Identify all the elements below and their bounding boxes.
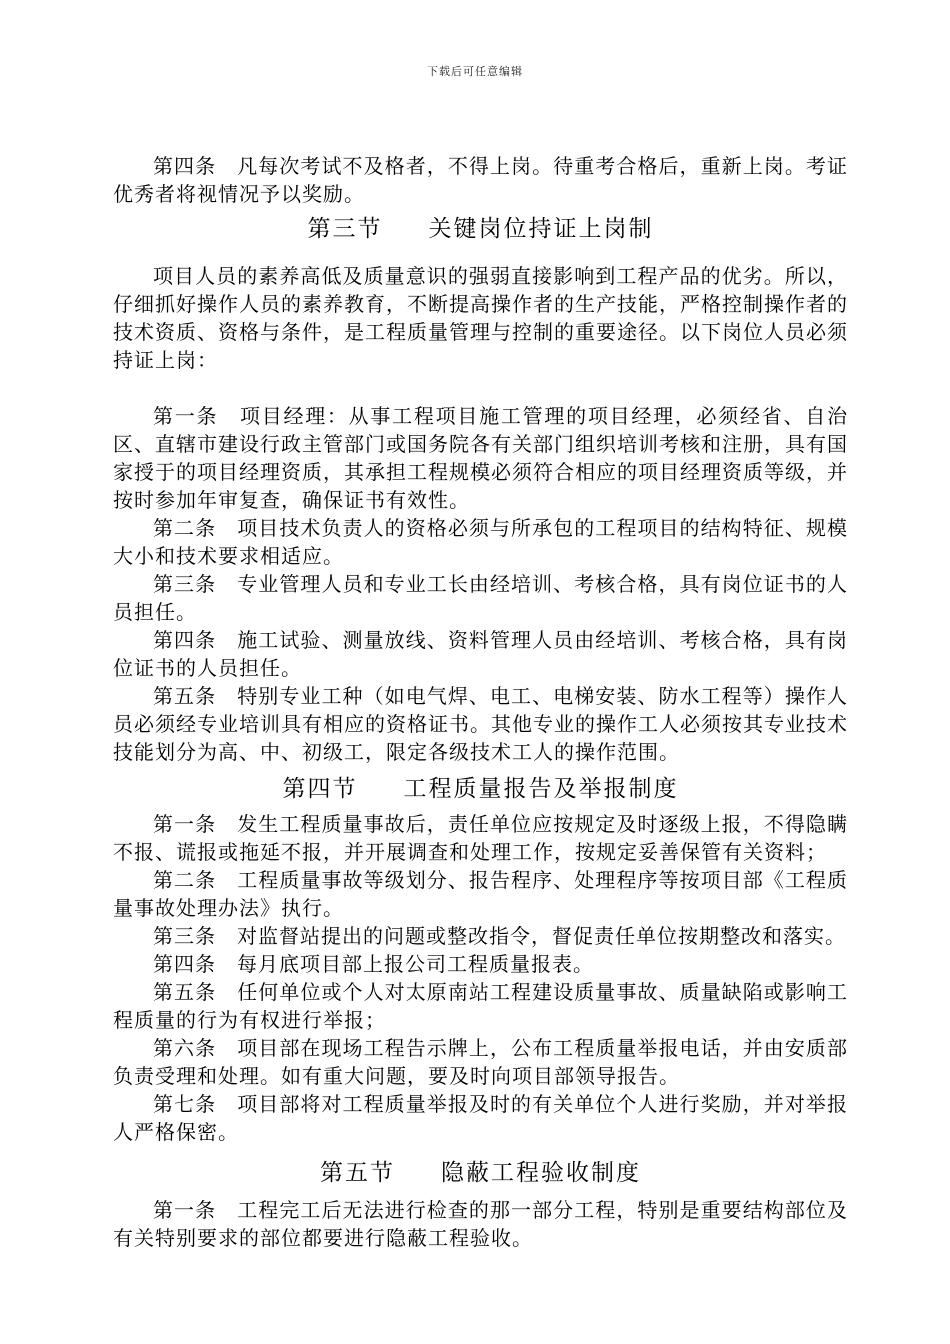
article-paragraph: 第二条 工程质量事故等级划分、报告程序、处理程序等按项目部《工程质量事故处理办法》执行。 bbox=[113, 868, 848, 920]
article-paragraph: 第一条 工程完工后无法进行检查的那一部分工程，特别是重要结构部位及有关特别要求的部位都要进行隐蔽工程验收。 bbox=[113, 1198, 848, 1250]
article-paragraph: 第四条 施工试验、测量放线、资料管理人员由经培训、考核合格，具有岗位证书的人员担任。 bbox=[113, 628, 848, 680]
section-number: 第五节 bbox=[320, 1160, 395, 1186]
article-paragraph: 第二条 项目技术负责人的资格必须与所承包的工程项目的结构特征、规模大小和技术要求相适应。 bbox=[113, 516, 848, 568]
article-paragraph: 第五条 任何单位或个人对太原南站工程建设质量事故、质量缺陷或影响工程质量的行为有权进行举报； bbox=[113, 980, 848, 1032]
article-paragraph: 第五条 特别专业工种（如电气焊、电工、电梯安装、防水工程等）操作人员必须经专业培训具有相应的资格证书。其他专业的操作工人必须按其专业技术技能划分为高、中、初级工，限定各级技术工人的操作范围。 bbox=[113, 684, 848, 764]
blank-line bbox=[113, 374, 848, 402]
section-heading bbox=[113, 770, 848, 808]
article-paragraph: 第一条 发生工程质量事故后，责任单位应按规定及时逐级上报，不得隐瞒不报、谎报或拖延不报，并开展调查和处理工作，按规定妥善保管有关资料； bbox=[113, 812, 848, 864]
section-number: 第三节 bbox=[307, 216, 383, 242]
article-paragraph: 第三条 专业管理人员和专业工长由经培训、考核合格，具有岗位证书的人员担任。 bbox=[113, 572, 848, 624]
page-header-note: 下载后可任意编辑 bbox=[427, 65, 523, 78]
section-title: 隐蔽工程验收制度 bbox=[441, 1160, 641, 1186]
article-paragraph: 第四条 每月底项目部上报公司工程质量报表。 bbox=[153, 952, 594, 976]
document-body bbox=[113, 152, 848, 1252]
article-paragraph: 第七条 项目部将对工程质量举报及时的有关单位个人进行奖励，并对举报人严格保密。 bbox=[113, 1092, 848, 1144]
intro-paragraph: 项目人员的素养高低及质量意识的强弱直接影响到工程产品的优劣。所以，仔细抓好操作人员的素养教育，不断提高操作者的生产技能，严格控制操作者的技术资质、资格与条件，是工程质量管理与控制的重要途径。以下岗位人员必须持证上岗： bbox=[113, 264, 848, 372]
section-title: 关键岗位持证上岗制 bbox=[428, 216, 654, 242]
article-paragraph: 第三条 对监督站提出的问题或整改指令，督促责任单位按期整改和落实。 bbox=[153, 924, 846, 948]
article-paragraph: 第六条 项目部在现场工程告示牌上，公布工程质量举报电话，并由安质部负责受理和处理。如有重大问题，要及时向项目部领导报告。 bbox=[113, 1036, 848, 1088]
article-paragraph: 第一条 项目经理：从事工程项目施工管理的项目经理，必须经省、自治区、直辖市建设行政主管部门或国务院各有关部门组织培训考核和注册，具有国家授于的项目经理资质，其承担工程规模必须符合相应的项目经理资质等级，并按时参加年审复查，确保证书有效性。 bbox=[113, 404, 848, 512]
section-heading bbox=[113, 210, 848, 248]
section-title: 工程质量报告及举报制度 bbox=[403, 776, 679, 802]
article-paragraph: 第四条 凡每次考试不及格者，不得上岗。待重考合格后，重新上岗。考证优秀者将视情况予以奖励。 bbox=[113, 154, 848, 206]
section-heading bbox=[113, 1154, 848, 1192]
section-number: 第四节 bbox=[282, 776, 358, 802]
